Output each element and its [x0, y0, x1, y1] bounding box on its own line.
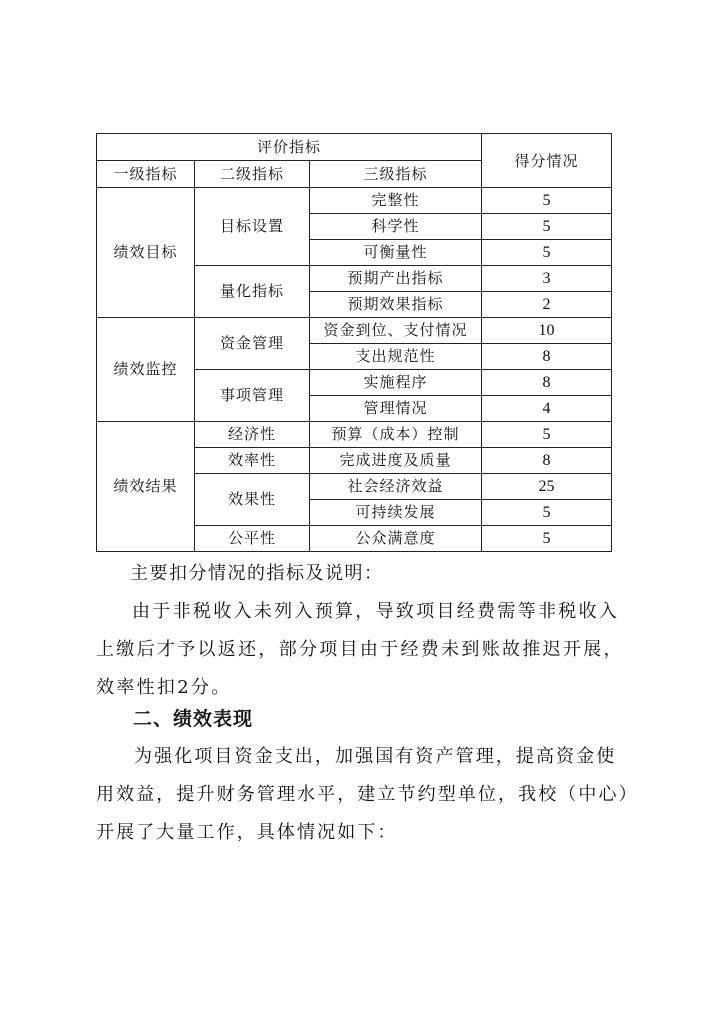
score-cell: 25: [482, 474, 612, 500]
level3-cell: 社会经济效益: [310, 474, 482, 500]
score-cell: 8: [482, 370, 612, 396]
level2-cell: 资金管理: [195, 318, 310, 370]
score-cell: 5: [482, 500, 612, 526]
level1-cell: 绩效结果: [97, 422, 195, 552]
section-title: 二、绩效表现: [133, 708, 254, 730]
level3-cell: 科学性: [310, 214, 482, 240]
section-body: 为强化项目资金支出，加强国有资产管理，提高资金使用效益，提升财务管理水平，建立节约型单位，我校（中心）开展了大量工作，具体情况如下：: [96, 746, 630, 843]
level3-cell: 完整性: [310, 188, 482, 214]
level2-cell: 效果性: [195, 474, 310, 526]
level1-cell: 绩效监控: [97, 318, 195, 422]
table-row: [97, 188, 612, 214]
level2-cell: 事项管理: [195, 370, 310, 422]
deduction-heading: 主要扣分情况的指标及说明：: [130, 563, 384, 584]
score-cell: 8: [482, 448, 612, 474]
score-cell: 3: [482, 266, 612, 292]
level2-cell: 目标设置: [195, 188, 310, 266]
score-cell: 8: [482, 344, 612, 370]
score-cell: 10: [482, 318, 612, 344]
table-row: [97, 422, 612, 448]
table-row: [97, 318, 612, 344]
header-level2: 二级指标: [195, 161, 310, 188]
level3-cell: 可衡量性: [310, 240, 482, 266]
header-level1: 一级指标: [97, 161, 195, 188]
level2-cell: 公平性: [195, 526, 310, 552]
evaluation-table: [96, 133, 612, 552]
level2-cell: 经济性: [195, 422, 310, 448]
deduction-body: 由于非税收入未列入预算，导致项目经费需等非税收入上缴后才予以返还，部分项目由于经费未到账故推迟开展，效率性扣2分。: [96, 601, 624, 698]
level3-cell: 预期效果指标: [310, 292, 482, 318]
level3-cell: 预期产出指标: [310, 266, 482, 292]
level2-cell: 效率性: [195, 448, 310, 474]
level3-cell: 可持续发展: [310, 500, 482, 526]
level3-cell: 公众满意度: [310, 526, 482, 552]
score-cell: 5: [482, 188, 612, 214]
score-cell: 2: [482, 292, 612, 318]
level3-cell: 实施程序: [310, 370, 482, 396]
header-evaluation-indicators: 评价指标: [97, 134, 482, 161]
level3-cell: 预算（成本）控制: [310, 422, 482, 448]
score-cell: 5: [482, 240, 612, 266]
level3-cell: 资金到位、支付情况: [310, 318, 482, 344]
score-cell: 5: [482, 526, 612, 552]
level3-cell: 支出规范性: [310, 344, 482, 370]
level2-cell: 量化指标: [195, 266, 310, 318]
score-cell: 5: [482, 214, 612, 240]
score-cell: 5: [482, 422, 612, 448]
table-body: [97, 188, 612, 552]
header-score: 得分情况: [482, 134, 612, 188]
score-cell: 4: [482, 396, 612, 422]
level1-cell: 绩效目标: [97, 188, 195, 318]
level3-cell: 管理情况: [310, 396, 482, 422]
level3-cell: 完成进度及质量: [310, 448, 482, 474]
header-level3: 三级指标: [310, 161, 482, 188]
